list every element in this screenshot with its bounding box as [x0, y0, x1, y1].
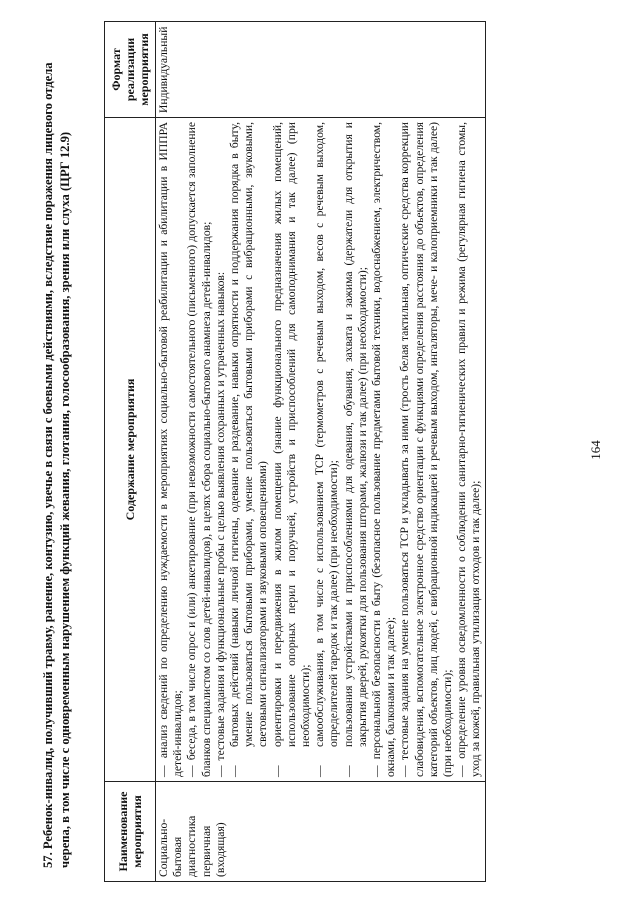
activity-name-line: (входящая) [213, 822, 227, 877]
activity-name-cell [156, 782, 486, 882]
dash-marker: — [455, 765, 469, 777]
table-row [156, 22, 486, 882]
header-name: Наименование мероприятия [105, 782, 156, 882]
content-subitem-text: ориентировки и передвижения в жилом помещении (знание функционального предназначения жилых помещений, использование опорных перил и поручней, устройств и приспособлений для самоподнимания и так далее) (при необходимости); [270, 122, 313, 747]
content-item-text: определение уровня осведомленности о соблюдении санитарно-гигиенических правил и режима (регулярная гигиена стомы, уход за кожей, правильная утилизация отходов и так далее); [455, 122, 483, 777]
content-subitem [271, 122, 314, 777]
content-item [185, 122, 213, 777]
content-subitem [342, 122, 370, 777]
activity-content-cell [156, 118, 486, 782]
content-item [370, 122, 398, 777]
dash-marker: — [228, 765, 242, 777]
dash-marker: — [213, 765, 227, 777]
activity-name-line: первичная [199, 825, 213, 877]
content-subitem [313, 122, 341, 777]
content-item-text: анализ сведений по определению нуждаемости в мероприятиях социально-бытовой реабилитации и абилитации в ИППРА детей-инвалидов; [157, 122, 185, 777]
content-subitem [228, 122, 271, 777]
content-item [214, 122, 228, 777]
content-subitem-text: бытовых действий (навыки личной гигиены, одевание и раздевание, навыки опрятности и поддержания порядка в быту, умение пользоваться бытовыми приборами, умение пользоваться бытовыми приборами с вибрационными, звуковыми, световыми сигнализаторами и звуковыми оповещениями) [228, 122, 270, 747]
section-heading: 57. Ребенок-инвалид, получивший травму, ранение, контузию, увечье в связи с боевыми действиями, вследствие поражения лицевого отдела черепа, в том числе с одновременным нарушением функций жевания, глотания, голосообразования, зрения или слуха (ЦРГ 12.9) [41, 62, 72, 868]
content-item-text: тестовые задания на умение пользоваться ТСР и укладывать за ними (трость белая тактильная, оптические средства коррекции слабовидения, вспомогательное электронное средство ориентации с функциями определения расстояния до объектов, определения категорий объектов, лиц людей, с вибрационной индикацией и речевым выходом, ингаляторы, мече- и калоприемники и так далее) (при необходимости); [398, 121, 455, 777]
activity-table [104, 21, 486, 882]
dash-marker: — [185, 765, 199, 777]
activity-name-line: Социально-бытовая [157, 818, 185, 877]
content-item [157, 122, 185, 777]
content-subitem-text: пользования устройствами и приспособлениями для одевания, обувания, захвата и зажима (держатели для открытия и закрытия дверей, рукоятки для пользования шторами, жалюзи и так далее) (при необходимости); [341, 122, 369, 747]
content-item [455, 122, 483, 777]
activity-format-cell: Индивидуальный [156, 22, 486, 118]
header-format: Формат реализации мероприятия [105, 22, 156, 118]
dash-marker: — [157, 765, 170, 777]
content-item-text: персональной безопасности в быту (безопасное пользование предметами бытовой техники, водоснабжением, электричеством, окнами, балконами и так далее); [370, 121, 398, 777]
table-header-row [105, 22, 156, 882]
dash-marker: — [398, 765, 412, 777]
dash-marker: — [370, 765, 384, 777]
page-number: 164 [588, 440, 603, 460]
dash-marker: — [313, 765, 327, 777]
content-item [398, 122, 455, 777]
content-subitem-text: самообслуживания, в том числе с использованием ТСР (термометров с речевым выходом, весов с речевым выходом, определителей таредок и так далее) (при необходимости); [313, 122, 341, 747]
activity-name-line: диагностика [185, 815, 199, 877]
dash-marker: — [270, 765, 284, 777]
dash-marker: — [341, 765, 355, 777]
content-item-text: беседа, в том числе опрос и (или) анкетирование (при невозможности самостоятельного (письменного) допускается заполнение бланков специалистом со слов детей-инвалидов), в целях сбора социально-бытового анамнеза детей-инвалидов; [185, 122, 213, 777]
content-item-text: тестовые задания и функциональные пробы с целью выявления сохранных и утраченных навыков: [213, 271, 227, 761]
header-content: Содержание мероприятия [105, 118, 156, 782]
